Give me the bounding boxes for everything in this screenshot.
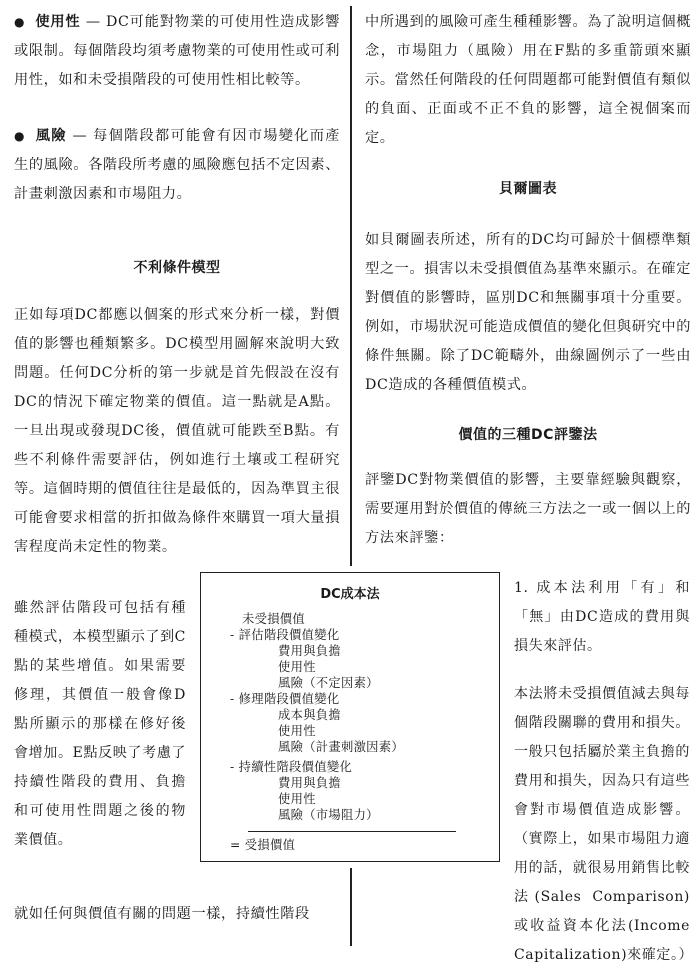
column-divider-bottom — [350, 868, 352, 946]
para-cost-2-wrap — [514, 680, 694, 970]
paragraph-c-e: 雖然評估階段可包括有種種模式，本模型顯示了到C點的某些增值。如果需要修理，其價值一般會像D點所顯示的那樣在修好後會增加。E點反映了考慮了持續性階段的費用、負擔和可使用性問題之後的物業價值。 — [14, 600, 186, 848]
bullet-term: 使用性 — [35, 14, 81, 30]
bullet-usability — [14, 8, 340, 95]
right-top-wrap — [365, 8, 691, 153]
box-line: 風險（不定因素） — [278, 676, 379, 690]
box-line: 使用性 — [278, 660, 316, 674]
box-line: - 持續性階段價值變化 — [230, 760, 353, 774]
para-c-e-wrap — [14, 594, 186, 855]
para-cost-1-wrap — [514, 574, 690, 661]
box-line: 風險（市場阻力） — [278, 808, 379, 822]
paragraph-cost-approach-1: 1. 成本法利用「有」和「無」由DC造成的費用與損失來評估。 — [514, 580, 690, 654]
bullet-dash: — — [72, 128, 88, 144]
bullet-text: 每個階段都可能會有因市場變化而產生的風險。各階段所考慮的風險應包括不定因素、計畫刺激因素和市場阻力。 — [14, 128, 340, 202]
box-line: = 受損價值 — [230, 838, 296, 852]
box-line: 費用與負擔 — [278, 644, 341, 658]
para-bell-wrap — [365, 226, 691, 400]
bullet-risk — [14, 122, 340, 209]
box-line: 費用與負擔 — [278, 776, 341, 790]
dc-cost-approach-box — [200, 572, 500, 862]
bullet-icon: ● — [14, 15, 26, 29]
bullet-text: DC可能對物業的可使用性造成影響或限制。每個階段均須考慮物業的可使用性或可利用性，如和未受損階段的可使用性相比較等。 — [14, 14, 340, 88]
box-line: 成本與負擔 — [278, 708, 341, 722]
box-line: 未受損價值 — [242, 612, 305, 626]
paragraph-bell: 如貝爾圖表所述，所有的DC均可歸於十個標準類型之一。損害以未受損價值為基準來顯示。在確定對價值的影響時，區別DC和無關事項十分重要。例如，市場狀況可能造成價值的變化但與研究中的條件無關。除了DC範疇外，曲線圖例示了一些由DC造成的各種價值模式。 — [365, 232, 691, 393]
left-column — [14, 8, 340, 209]
bullet-icon: ● — [14, 129, 26, 143]
paragraph-cost-approach-2: 本法將未受損價值減去與每個階段關聯的費用和損失。一般只包括屬於業主負擔的費用和損失，因為只有這些會對市場價值造成影響。（實際上，如果市場阻力適用的話，就很易用銷售比較法(Sales Comparison)或收益資本化法(Income Capitalization)來確定。） — [514, 686, 694, 963]
box-line: - 評估階段價值變化 — [230, 628, 340, 642]
paragraph-bottom: 就如任何與價值有關的問題一樣，持續性階段 — [14, 906, 310, 922]
heading-adverse-model: 不利條件模型 — [133, 260, 221, 276]
paragraph-risk-continued: 中所遇到的風險可產生種種影響。為了說明這個概念，市場阻力（風險）用在F點的多重箭頭來顯示。當然任何階段的任何問題都可能對價值有類似的負面、正面或不正不負的影響，這全視個案而定。 — [365, 14, 691, 146]
bullet-dash: — — [85, 14, 101, 30]
column-divider-top — [350, 6, 352, 566]
paragraph-model: 正如每項DC都應以個案的形式來分析一樣，對價值的影響也種類繁多。DC模型用圖解來說明大致問題。任何DC分析的第一步就是首先假設在沒有DC的情況下確定物業的價值。這一點就是A點。一旦出現或發現DC後，價值就可能跌至B點。有些不利條件需要評估，例如進行土壤或工程研究等。這個時期的價值往往是最低的，因為準買主很可能會要求相當的折扣做為條件來購買一項大量損害程度尚未定性的物業。 — [14, 307, 340, 555]
bullet-term: 風險 — [35, 128, 67, 144]
para-bottom-wrap — [14, 900, 344, 929]
paragraph-three-methods: 評鑒DC對物業價值的影響，主要靠經驗與觀察，需要運用對於價值的傳統三方法之一或一個以上的方法來評鑒： — [365, 472, 691, 546]
box-line: 使用性 — [278, 724, 316, 738]
box-line: 使用性 — [278, 792, 316, 806]
para-three-wrap — [365, 466, 691, 553]
box-title: DC成本法 — [320, 587, 380, 602]
box-line: 風險（計畫刺激因素） — [278, 740, 404, 754]
box-line: - 修理階段價值變化 — [230, 692, 340, 706]
box-sum-rule — [248, 831, 456, 832]
para-model-wrap — [14, 301, 340, 562]
heading-three-methods: 價值的三種DC評鑒法 — [458, 427, 598, 443]
heading-bell-chart: 貝爾圖表 — [499, 181, 557, 197]
